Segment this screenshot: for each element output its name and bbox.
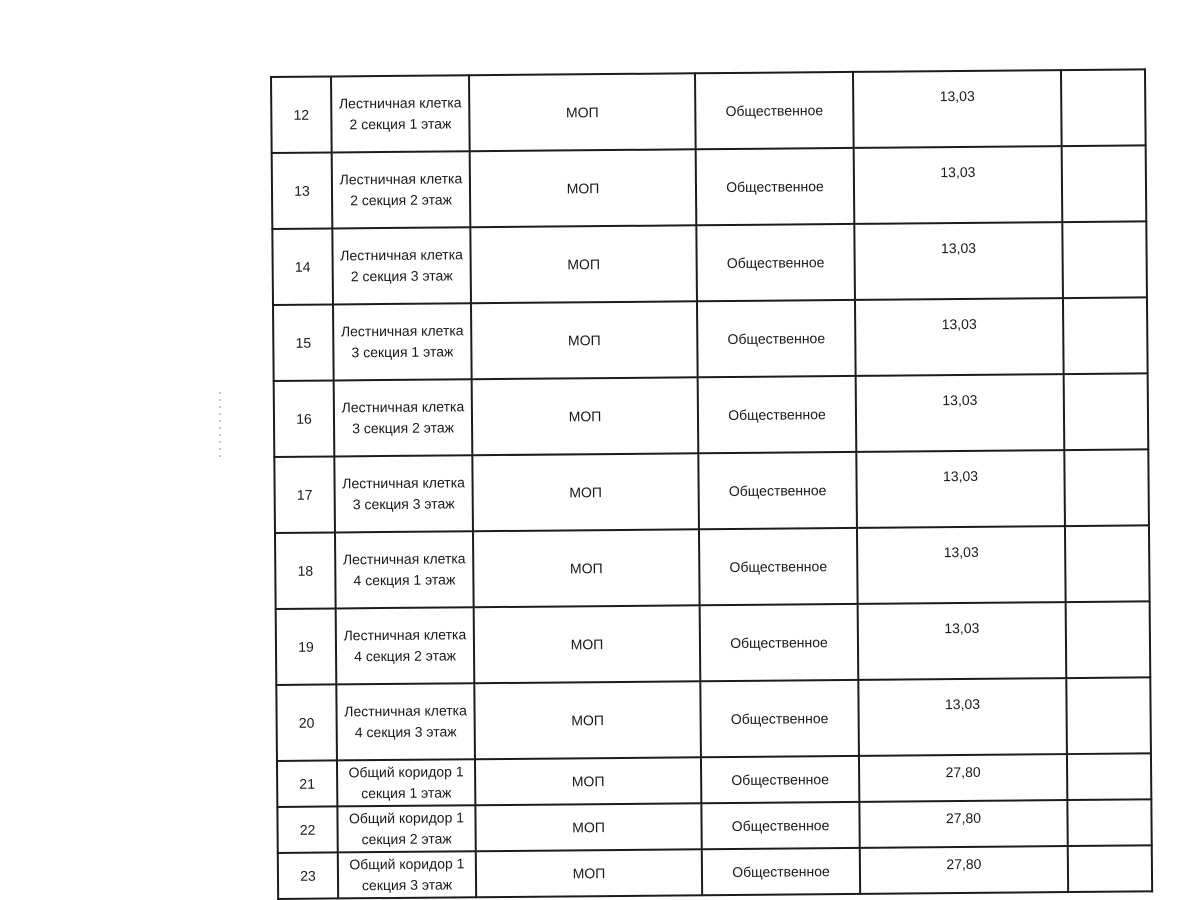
premise-area: 13,03 [856,450,1065,528]
row-number: 19 [276,608,337,685]
premise-area: 13,03 [858,678,1067,756]
table-row [276,677,1151,761]
premise-name-line-2: 2 секция 1 этаж [349,115,452,133]
premise-name [334,379,473,456]
premise-area: 13,03 [856,374,1065,452]
premise-type: МОП [474,681,701,759]
premise-category: Общественное [701,802,859,849]
premise-area: 13,03 [853,70,1062,148]
premise-name-line-1: Лестничная клетка [343,626,467,644]
row-number: 20 [276,684,337,761]
premise-category: Общественное [695,72,854,149]
row-number: 21 [277,760,337,807]
premise-name-line-2: секция 2 этаж [361,830,452,848]
premise-area: 27,80 [860,846,1068,894]
premise-extra [1062,145,1147,222]
row-number: 14 [272,228,333,305]
row-number: 12 [271,76,332,153]
premise-name-line-2: 3 секция 1 этаж [351,343,454,361]
premise-category: Общественное [701,756,859,803]
premise-extra [1068,845,1152,892]
table-row [272,221,1147,305]
table-row [273,297,1148,381]
premise-name-line-2: секция 1 этаж [361,784,452,802]
premise-extra [1067,753,1151,800]
premise-name-line-2: секция 3 этаж [361,876,453,894]
premise-name-line-2: 4 секция 3 этаж [354,723,457,741]
row-number: 23 [278,852,338,899]
premise-name-line-1: Лестничная клетка [338,94,462,112]
premise-category: Общественное [699,528,858,605]
premise-name [336,683,475,760]
premise-area: 13,03 [855,298,1064,376]
premise-name-line-1: Общий коридор 1 [349,855,465,873]
premise-name-line-1: Общий коридор 1 [348,809,465,827]
premise-area: 13,03 [854,146,1063,224]
premise-extra [1067,799,1151,846]
premise-area: 13,03 [858,602,1067,680]
row-number: 16 [274,380,335,457]
premise-extra [1064,373,1149,450]
premise-extra [1061,69,1146,146]
premise-category: Общественное [697,300,856,377]
premise-name [336,607,475,684]
premises-table [270,68,1153,900]
premise-category: Общественное [696,224,855,301]
premise-category: Общественное [700,604,859,681]
row-number: 18 [275,532,336,609]
premise-type: МОП [472,453,699,531]
premise-type: МОП [472,377,699,455]
premise-type: МОП [470,149,697,227]
premise-type: МОП [470,225,697,303]
premise-name [337,805,475,852]
premise-name [333,303,472,380]
premise-category: Общественное [698,376,857,453]
premise-name-line-2: 3 секция 2 этаж [352,419,455,437]
premise-type: МОП [471,301,698,379]
premise-type: МОП [473,529,700,607]
table-row [271,69,1146,153]
premise-category: Общественное [700,680,859,757]
premise-extra [1066,677,1151,754]
premise-type: МОП [475,803,701,851]
premise-name-line-1: Лестничная клетка [342,474,465,492]
row-number: 15 [273,304,334,381]
premise-name [335,531,474,608]
premise-name [338,851,476,898]
premise-category: Общественное [698,452,857,529]
table-row [274,449,1149,533]
premise-name-line-2: 4 секция 1 этаж [353,571,456,589]
table-row [278,845,1152,899]
table-row [277,753,1151,807]
row-number: 22 [277,806,337,853]
premise-type: МОП [469,73,696,151]
premise-extra [1062,221,1147,298]
premise-name-line-1: Общий коридор 1 [348,763,464,781]
premise-category: Общественное [702,848,860,895]
premise-name-line-1: Лестничная клетка [341,398,465,416]
premise-name-line-2: 3 секция 3 этаж [352,495,455,513]
premise-name-line-2: 2 секция 2 этаж [350,191,453,209]
premise-area: 27,80 [859,754,1067,802]
premise-extra [1066,601,1151,678]
premise-name-line-1: Лестничная клетка [340,322,464,340]
premise-category: Общественное [696,148,855,225]
premise-extra [1063,297,1148,374]
premise-area: 27,80 [859,800,1067,848]
table-row [275,525,1150,609]
row-number: 13 [272,152,333,229]
premise-name [331,75,470,152]
premise-name-line-1: Лестничная клетка [344,702,467,720]
premise-name-line-2: 4 секция 2 этаж [354,647,457,665]
table-row [277,799,1151,853]
premise-area: 13,03 [857,526,1066,604]
premises-table-body [271,69,1152,899]
premise-name-line-2: 2 секция 3 этаж [350,267,453,285]
table-row [276,601,1151,685]
premise-name-line-1: Лестничная клетка [339,170,463,188]
premise-name [334,455,473,532]
premise-area: 13,03 [854,222,1063,300]
premise-type: МОП [476,849,702,897]
premise-type: МОП [474,605,701,683]
premise-name [332,151,471,228]
premise-name [332,227,471,304]
row-number: 17 [274,456,335,533]
premise-extra [1064,449,1149,526]
premise-name-line-1: Лестничная клетка [340,246,463,264]
table-row [272,145,1147,229]
table-row [274,373,1149,457]
premise-name [337,759,475,806]
premise-type: МОП [475,757,701,805]
premise-extra [1065,525,1150,602]
premise-name-line-1: Лестничная клетка [342,550,466,568]
scan-artifact-dots [219,392,221,462]
